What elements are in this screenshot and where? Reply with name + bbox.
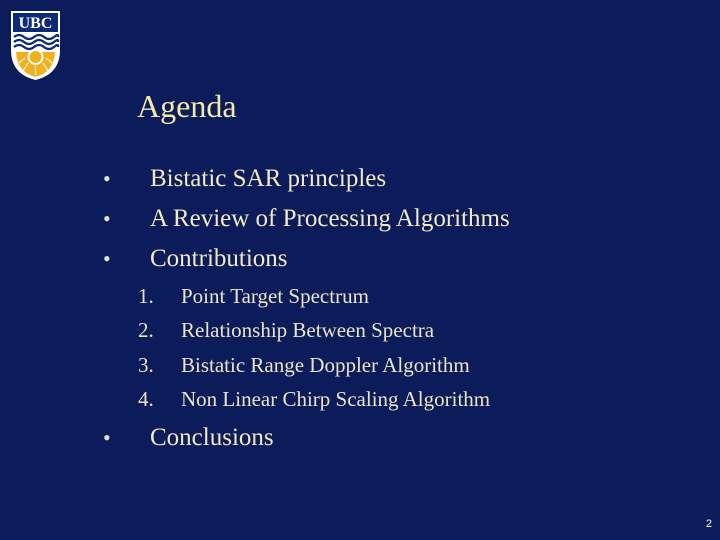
item-text: Bistatic Range Doppler Algorithm <box>181 353 470 377</box>
ubc-logo <box>8 8 63 82</box>
agenda-item-text: A Review of Processing Algorithms <box>150 205 510 232</box>
item-number: 3. <box>138 353 154 377</box>
bullet-icon: • <box>103 246 111 271</box>
page-number: 2 <box>705 518 712 530</box>
ubc-crest-icon <box>8 8 63 82</box>
item-number: 2. <box>138 318 154 342</box>
item-number: 4. <box>138 387 154 411</box>
item-text: Non Linear Chirp Scaling Algorithm <box>181 387 491 411</box>
agenda-item-text: Conclusions <box>150 424 274 451</box>
item-number: 1. <box>138 284 154 308</box>
item-text: Point Target Spectrum <box>181 284 369 308</box>
bullet-icon: • <box>103 206 111 231</box>
agenda-item-text: Contributions <box>150 245 288 272</box>
item-text: Relationship Between Spectra <box>181 318 435 342</box>
slide-title: Agenda <box>137 88 237 124</box>
agenda-item-text: Bistatic SAR principles <box>150 165 387 192</box>
bullet-icon: • <box>103 425 111 450</box>
bullet-icon: • <box>103 166 111 191</box>
logo-text: UBC <box>18 15 53 32</box>
